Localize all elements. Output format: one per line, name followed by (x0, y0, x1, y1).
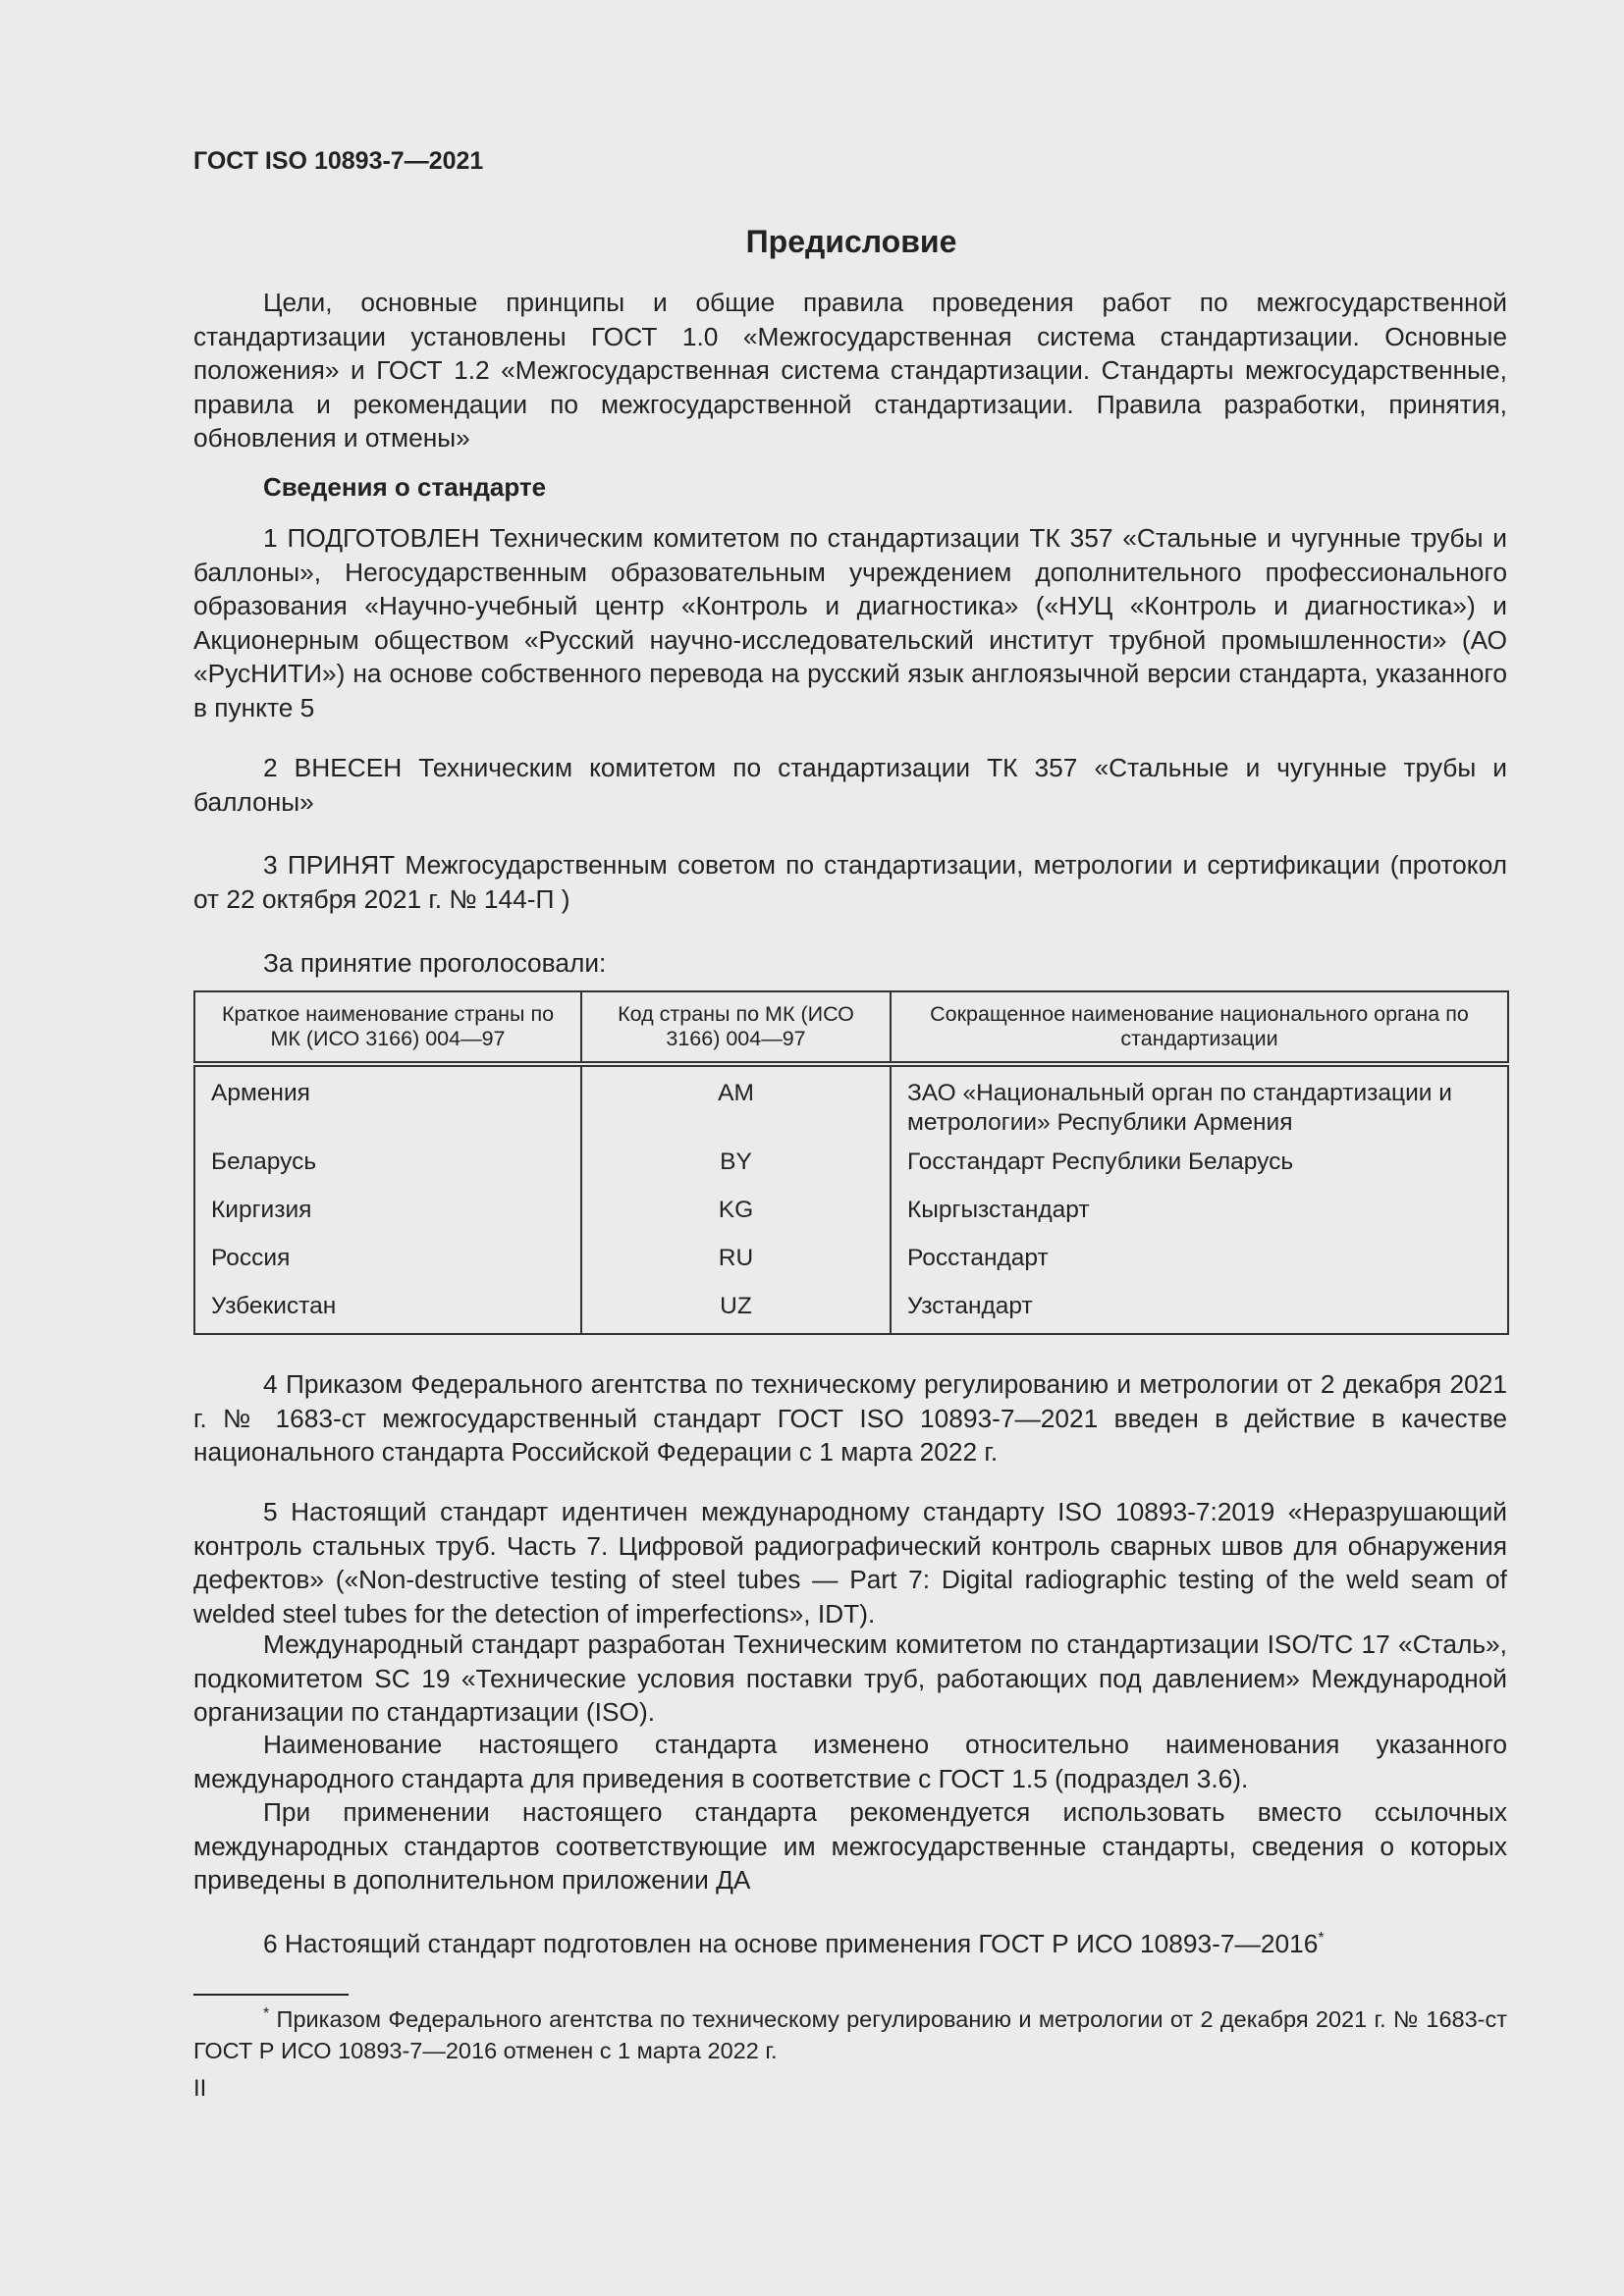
code-cell: BY (581, 1143, 891, 1191)
country-cell: Россия (194, 1239, 581, 1287)
voted-label: За принятие проголосовали: (263, 948, 607, 978)
item-6-text: 6 Настоящий стандарт подготовлен на основе применения ГОСТ Р ИСО 10893-7—2016 (263, 1928, 1319, 1958)
item-5-paragraph-2: Международный стандарт разработан Техническим комитетом по стандартизации ISO/TC 17 «Сталь», подкомитетом SC 19 «Технические условия поставки труб, работающих под давлением» Международной организации по стандартизации (ISO). (193, 1629, 1507, 1727)
section-title: Сведения о стандарте (263, 472, 547, 502)
footnote-text: Приказом Федерального агентства по техническому регулированию и метрологии от 2 декабря 2021 г. № 1683-ст ГОСТ Р ИСО 10893-7—2016 отменен с 1 марта 2022 г. (193, 2005, 1507, 2063)
body-cell: Кыргызстандарт (891, 1191, 1508, 1239)
code-cell: AM (581, 1064, 891, 1143)
document-id-header: ГОСТ ISO 10893-7—2021 (193, 147, 484, 175)
voting-table (193, 990, 1509, 1335)
table-header-code: Код страны по МК (ИСО 3166) 004—97 (581, 991, 891, 1064)
table-row (194, 1287, 1508, 1334)
page-title: Предисловие (745, 224, 957, 259)
item-4-paragraph: 4 Приказом Федерального агентства по техническому регулированию и метрологии от 2 декабря 2021 г. № 1683-ст межгосударственный стандарт ГОСТ ISO 10893-7—2021 введен в действие в качестве национального стандарта Российской Федерации с 1 марта 2022 г. (193, 1369, 1507, 1467)
code-cell: UZ (581, 1287, 891, 1334)
body-cell: ЗАО «Национальный орган по стандартизации и метрологии» Республики Армения (891, 1064, 1508, 1143)
body-cell: Росстандарт (891, 1239, 1508, 1287)
intro-paragraph: Цели, основные принципы и общие правила проведения работ по межгосударственной стандартизации установлены ГОСТ 1.0 «Межгосударственная система стандартизации. Основные положения» и ГОСТ 1.2 «Межгосударственная система стандартизации. Стандарты межгосударственные, правила и рекомендации по межгосударственной стандартизации. Правила разработки, принятия, обновления и отмены» (193, 288, 1507, 453)
item-5-paragraph: 5 Настоящий стандарт идентичен международному стандарту ISO 10893-7:2019 «Неразрушающий контроль стальных труб. Часть 7. Цифровой радиографический контроль сварных швов для обнаружения дефектов» («Non-destructive testing of steel tubes — Part 7: Digital radiographic testing of the weld seam of welded steel tubes for the detection of imperfections», IDT). (193, 1497, 1507, 1629)
code-cell: KG (581, 1191, 891, 1239)
page-number: II (193, 2075, 207, 2102)
country-cell: Беларусь (194, 1143, 581, 1191)
item-1-paragraph: 1 ПОДГОТОВЛЕН Техническим комитетом по стандартизации ТК 357 «Стальные и чугунные трубы и баллоны», Негосударственным образовательным учреждением дополнительного профессионального образования «Научно-учебный центр «Контроль и диагностика» («НУЦ «Контроль и диагностика») и Акционерным обществом «Русский научно-исследовательский институт трубной промышленности» (АО «РусНИТИ») на основе собственного перевода на русский язык англоязычной версии стандарта, указанного в пункте 5 (193, 523, 1507, 722)
table-row (194, 1239, 1508, 1287)
item-2-paragraph: 2 ВНЕСЕН Техническим комитетом по стандартизации ТК 357 «Стальные и чугунные трубы и баллоны» (193, 753, 1507, 817)
footnote-reference-mark: * (1318, 1930, 1325, 1947)
table-row (194, 1191, 1508, 1239)
table-header-country: Краткое наименование страны по МК (ИСО 3166) 004—97 (194, 991, 581, 1064)
body-cell: Госстандарт Республики Беларусь (891, 1143, 1508, 1191)
item-5-paragraph-4: При применении настоящего стандарта рекомендуется использовать вместо ссылочных международных стандартов соответствующие им межгосударственные стандарты, сведения о которых приведены в дополнительном приложении ДА (193, 1797, 1507, 1895)
table-row (194, 1064, 1508, 1143)
table-header-body: Сокращенное наименование национального органа по стандартизации (891, 991, 1508, 1064)
item-6-paragraph (193, 1922, 1507, 1960)
country-cell: Армения (194, 1064, 581, 1143)
country-cell: Узбекистан (194, 1287, 581, 1334)
country-cell: Киргизия (194, 1191, 581, 1239)
item-5-paragraph-3: Наименование настоящего стандарта изменено относительно наименования указанного международного стандарта для приведения в соответствие с ГОСТ 1.5 (подраздел 3.6). (193, 1730, 1507, 1793)
body-cell: Узстандарт (891, 1287, 1508, 1334)
code-cell: RU (581, 1239, 891, 1287)
footnote-divider (193, 1994, 349, 1996)
footnote (193, 1999, 1507, 2066)
table-header-row (194, 991, 1508, 1064)
item-3-paragraph: 3 ПРИНЯТ Межгосударственным советом по стандартизации, метрологии и сертификации (протокол от 22 октября 2021 г. № 144-П ) (193, 850, 1507, 914)
table-row (194, 1143, 1508, 1191)
footnote-mark: * (263, 2005, 270, 2022)
